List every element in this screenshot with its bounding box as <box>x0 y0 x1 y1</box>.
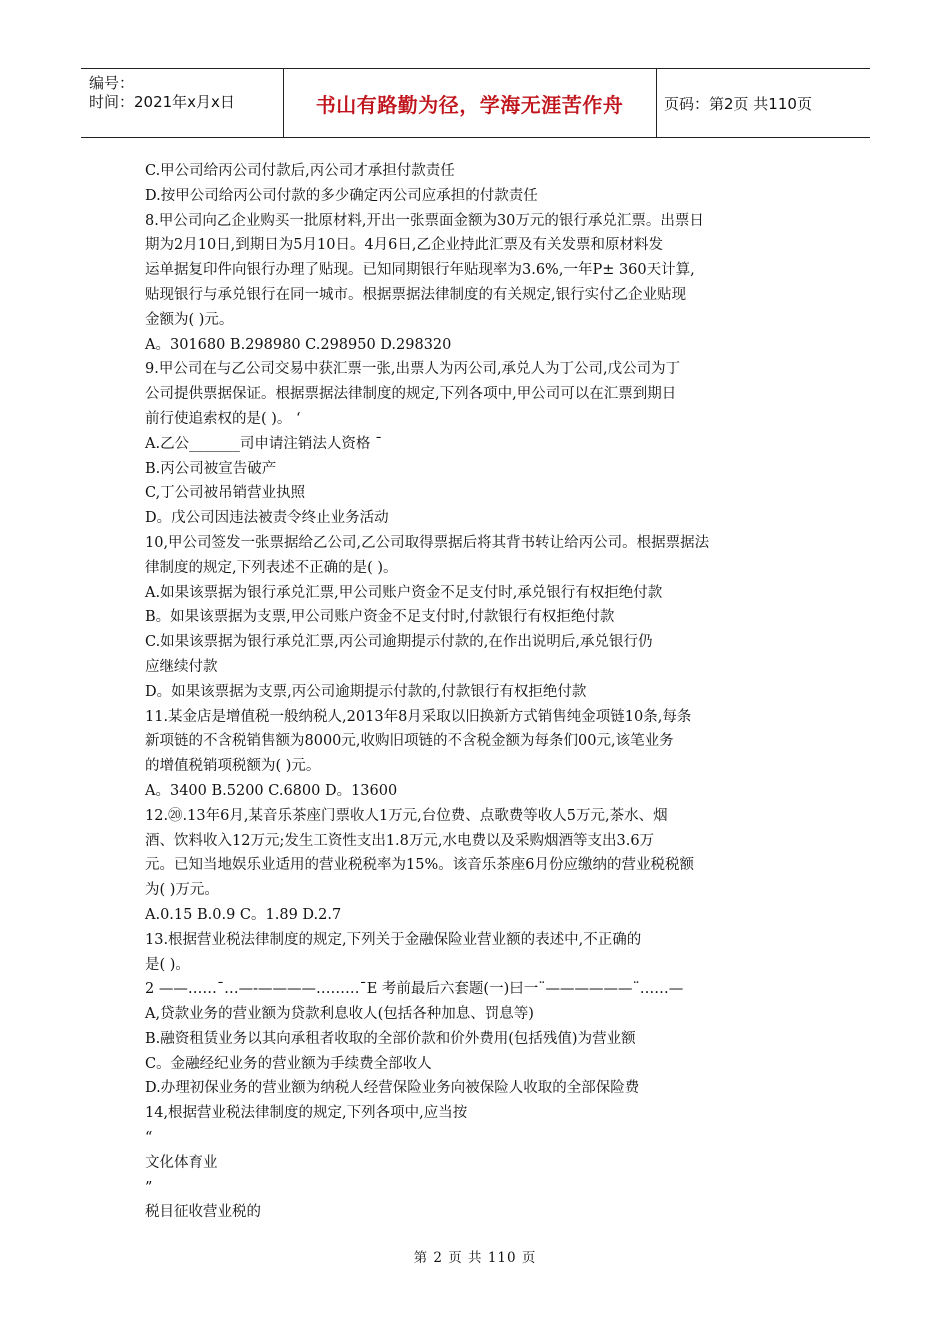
text-line: ” <box>145 1179 153 1196</box>
text-line: 13.根据营业税法律制度的规定,下列关于金融保险业营业额的表述中,不正确的 <box>145 931 642 948</box>
text-line: 为( )万元。 <box>145 882 219 899</box>
text-line: 14,根据营业税法律制度的规定,下列各项中,应当按 <box>145 1105 468 1122</box>
text-line: 文化体育业 <box>145 1154 218 1171</box>
text-line: A。301680 B.298980 C.298950 D.298320 <box>145 336 452 353</box>
text-line: 金额为( )元。 <box>145 311 234 328</box>
text-line: 的增值税销项税额为( )元。 <box>145 758 321 775</box>
header-meta <box>81 69 284 137</box>
header-page-info: 页码：第2页 共110页 <box>664 94 812 113</box>
text-line: D.办理初保业务的营业额为纳税人经营保险业务向被保险人收取的全部保险费 <box>145 1080 640 1097</box>
text-line: 律制度的规定,下列表述不正确的是( )。 <box>145 559 398 576</box>
text-line: “ <box>145 1130 153 1147</box>
text-line: D.按甲公司给丙公司付款的多少确定丙公司应承担的付款责任 <box>145 187 538 204</box>
text-line: 2 ——……¯…—-————………¯E 考前最后六套题(一)曰一¨——————¨……— <box>145 981 684 998</box>
text-line: 9.甲公司在与乙公司交易中获汇票一张,出票人为丙公司,承兑人为丁公司,戊公司为丁 <box>145 361 681 378</box>
doc-number-label: 编号： <box>89 74 135 92</box>
text-line: A.如果该票据为银行承兑汇票,甲公司账户资金不足支付时,承兑银行有权拒绝付款 <box>145 584 663 601</box>
doc-time-label: 时间：2021年x月x日 <box>89 93 235 111</box>
text-line: D。如果该票据为支票,丙公司逾期提示付款的,付款银行有权拒绝付款 <box>145 683 587 700</box>
text-line: B。如果该票据为支票,甲公司账户资金不足支付时,付款银行有权拒绝付款 <box>145 609 615 626</box>
text-line: 10,甲公司签发一张票据给乙公司,乙公司取得票据后将其背书转让给丙公司。根据票据法 <box>145 534 710 551</box>
text-line: 11.某金店是增值税一般纳税人,2013年8月采取以旧换新方式销售纯金项链10条,每条 <box>145 708 692 725</box>
text-line: 元。已知当地娱乐业适用的营业税税率为15%。该音乐茶座6月份应缴纳的营业税税额 <box>145 857 694 874</box>
text-line: A,贷款业务的营业额为贷款利息收人(包括各种加息、罚息等) <box>145 1006 534 1023</box>
text-line: 税目征收营业税的 <box>145 1204 261 1221</box>
text-line: 8.甲公司向乙企业购买一批原材料,开出一张票面金额为30万元的银行承兑汇票。出票日 <box>145 212 704 229</box>
text-line: B.融资租赁业务以其向承租者收取的全部价款和价外费用(包括残值)为营业额 <box>145 1030 636 1047</box>
document-body <box>145 159 805 1225</box>
text-line: A.乙公_______司申请注销法人资格 ¯ <box>145 435 383 452</box>
header-motto: 书山有路勤为径，学海无涯苦作舟 <box>315 92 624 117</box>
text-line: A.0.15 B.0.9 C。1.89 D.2.7 <box>145 906 342 923</box>
text-line: 酒、饮料收入12万元;发生工资性支出1.8万元,水电费以及采购烟酒等支出3.6万 <box>145 832 655 849</box>
text-line: 期为2月10日,到期日为5月10日。4月6日,乙企业持此汇票及有关发票和原材料发 <box>145 237 664 254</box>
text-line: B.丙公司被宣告破产 <box>145 460 277 477</box>
text-line: 贴现银行与承兑银行在同一城市。根据票据法律制度的有关规定,银行实付乙企业贴现 <box>145 286 687 303</box>
page-header <box>81 68 870 138</box>
page-footer: 第 2 页 共 110 页 <box>413 1250 537 1266</box>
text-line: C.如果该票据为银行承兑汇票,丙公司逾期提示付款的,在作出说明后,承兑银行仍 <box>145 634 653 651</box>
text-line: A。3400 B.5200 C.6800 D。13600 <box>145 782 398 799</box>
text-line: 是( )。 <box>145 956 190 973</box>
text-line: C。金融经纪业务的营业额为手续费全部收人 <box>145 1055 432 1072</box>
text-line: D。戊公司因违法被责令终止业务活动 <box>145 510 389 527</box>
text-line: C,丁公司被吊销营业执照 <box>145 485 306 502</box>
text-line: 12.⑳.13年6月,某音乐茶座门票收人1万元,台位费、点歌费等收人5万元,茶水、烟 <box>145 807 668 824</box>
text-line: C.甲公司给丙公司付款后,丙公司才承担付款责任 <box>145 163 455 179</box>
header-page-cell <box>656 69 870 137</box>
text-line: 运单据复印件向银行办理了贴现。已知同期银行年贴现率为3.6%,一年P± 360天计算, <box>145 262 695 279</box>
header-motto-cell <box>283 69 657 137</box>
text-line: 新项链的不含税销售额为8000元,收购旧项链的不含税金额为每条们00元,该笔业务 <box>145 733 674 750</box>
text-line: 前行使追索权的是( )。 ‘ <box>145 410 301 427</box>
text-line: 公司提供票据保证。根据票据法律制度的规定,下列各项中,甲公司可以在汇票到期日 <box>145 386 677 403</box>
text-line: 应继续付款 <box>145 658 218 675</box>
